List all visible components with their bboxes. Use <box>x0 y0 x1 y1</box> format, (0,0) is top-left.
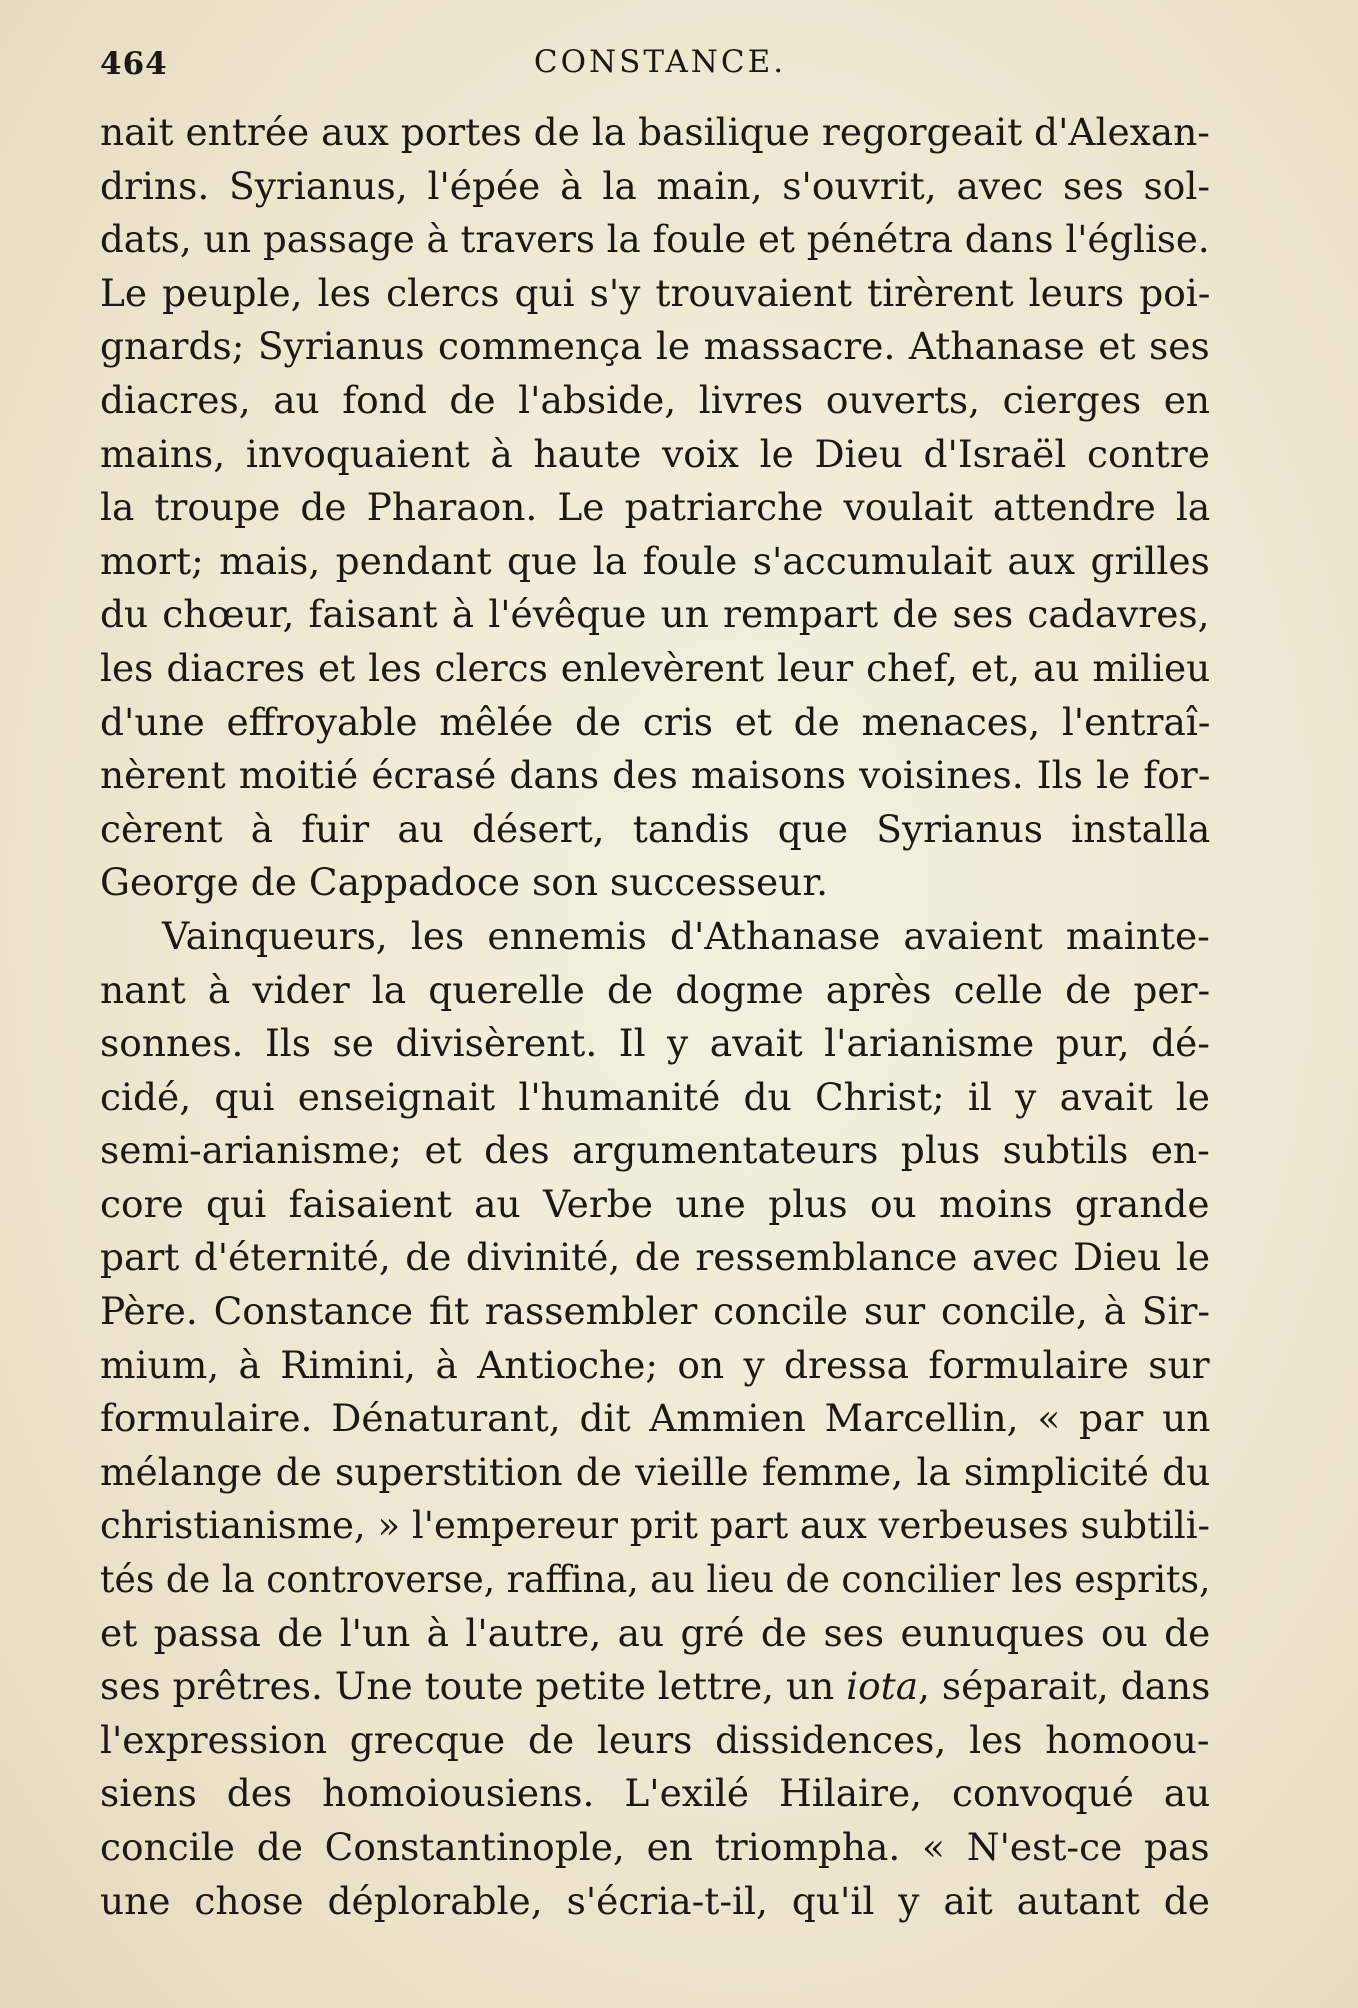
text-line-with-italic <box>100 1660 1210 1714</box>
text-line: sonnes. Ils se divisèrent. Il y avait l'arianisme pur, dé- <box>100 1021 1210 1066</box>
text-line: Vainqueurs, les ennemis d'Athanase avaient mainte- <box>162 913 1210 958</box>
text-line: mort; mais, pendant que la foule s'accumulait aux grilles <box>100 538 1210 583</box>
text-line: mélange de superstition de vieille femme, la simplicité du <box>100 1449 1210 1494</box>
text-line: et passa de l'un à l'autre, au gré de ses eunuques ou de <box>100 1610 1210 1655</box>
text-line: l'expression grecque de leurs dissidences, les homoou- <box>100 1717 1210 1762</box>
text-line: la troupe de Pharaon. Le patriarche voulait attendre la <box>100 485 1210 530</box>
text-line: gnards; Syrianus commença le massacre. Athanase et ses <box>100 324 1210 369</box>
text-line: du chœur, faisant à l'évêque un rempart de ses cadavres, <box>100 592 1210 637</box>
text-line: concile de Constantinople, en triompha. « N'est-ce pas <box>100 1825 1210 1869</box>
text-line: nait entrée aux portes de la basilique regorgeait d'Alexan- <box>100 110 1210 154</box>
text-line: part d'éternité, de divinité, de ressemblance avec Dieu le <box>100 1235 1210 1280</box>
text-line: dats, un passage à travers la foule et pénétra dans l'église. <box>100 217 1210 262</box>
text-line: les diacres et les clercs enlevèrent leur chef, et, au milieu <box>100 645 1210 690</box>
text-line: drins. Syrianus, l'épée à la main, s'ouvrit, avec ses sol- <box>100 163 1210 208</box>
text-line: formulaire. Dénaturant, dit Ammien Marcellin, « par un <box>100 1396 1210 1441</box>
text-line: d'une effroyable mêlée de cris et de menaces, l'entraî- <box>100 699 1210 744</box>
text-line: Le peuple, les clercs qui s'y trouvaient tirèrent leurs poi- <box>100 270 1210 315</box>
text-line: diacres, au fond de l'abside, livres ouverts, cierges en <box>100 377 1210 422</box>
text-line: semi-arianisme; et des argumentateurs plus subtils en- <box>100 1128 1210 1173</box>
text-line: siens des homoiousiens. L'exilé Hilaire, convoqué au <box>100 1771 1210 1816</box>
running-title: CONSTANCE. <box>533 44 787 80</box>
text-line: mium, à Rimini, à Antioche; on y dressa formulaire sur <box>100 1342 1210 1387</box>
text-line: nèrent moitié écrasé dans des maisons voisines. Ils le for- <box>100 753 1210 798</box>
text-line: George de Cappadoce son successeur. <box>100 860 829 905</box>
text-segment: ses prêtres. Une toute petite lettre, un <box>100 1664 847 1709</box>
text-line: Père. Constance fit rassembler concile sur concile, à Sir- <box>100 1289 1210 1334</box>
text-segment: , séparait, dans <box>918 1664 1210 1709</box>
text-line: une chose déplorable, s'écria-t-il, qu'il y ait autant de <box>100 1878 1210 1923</box>
text-line: tés de la controverse, raffina, au lieu de concilier les esprits, <box>100 1557 1210 1602</box>
text-line: cèrent à fuir au désert, tandis que Syrianus installa <box>100 806 1210 851</box>
page-header <box>100 40 1220 88</box>
text-line: mains, invoquaient à haute voix le Dieu d'Israël contre <box>100 431 1210 476</box>
body-text <box>100 106 1210 1928</box>
text-line: core qui faisaient au Verbe une plus ou moins grande <box>100 1181 1210 1226</box>
text-line: christianisme, » l'empereur prit part aux verbeuses subtili- <box>100 1503 1210 1548</box>
italic-word: iota <box>846 1664 919 1709</box>
text-line: nant à vider la querelle de dogme après celle de per- <box>100 967 1210 1012</box>
page-number: 464 <box>100 46 168 82</box>
text-line: cidé, qui enseignait l'humanité du Christ; il y avait le <box>100 1074 1210 1119</box>
